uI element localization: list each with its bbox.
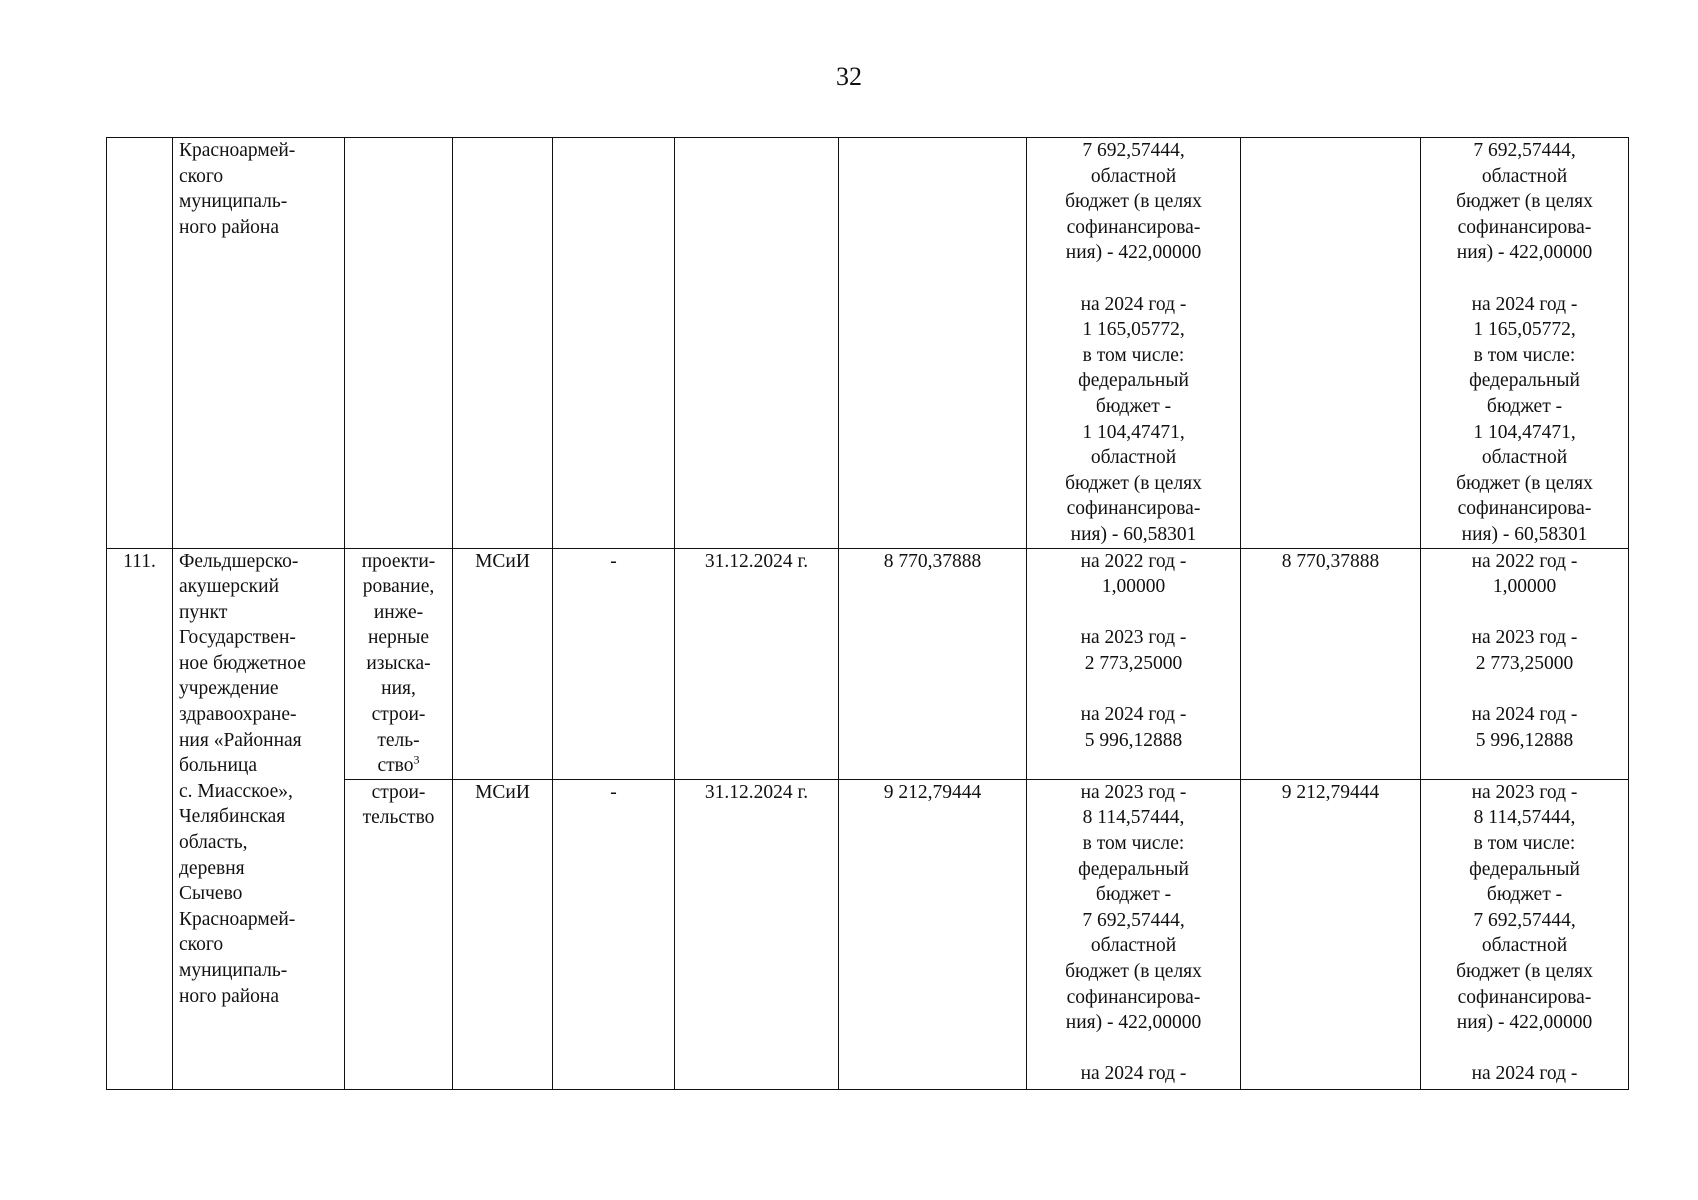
text-line: ния) - 422,00000 — [1456, 242, 1593, 264]
text-line: ния) - 422,00000 — [1456, 1012, 1593, 1034]
text-line: муниципаль- — [179, 960, 288, 981]
text-line: 5 996,12888 — [1084, 729, 1183, 751]
text-line: проекти- — [361, 550, 436, 572]
text-line: софинансирова- — [1066, 986, 1201, 1008]
text-line: федеральный — [1469, 370, 1580, 392]
text-line: 7 692,57444, — [1082, 140, 1185, 161]
text-line: софинансирова- — [1457, 498, 1592, 520]
text-line: федеральный — [1078, 370, 1189, 392]
text-line: Фельдшерско- — [179, 550, 299, 572]
text-line: бюджет (в целях — [1065, 191, 1202, 213]
start-date-cell: - — [553, 779, 675, 1089]
text-line: бюджет (в целях — [1065, 961, 1202, 982]
executor-cell: МСиИ — [453, 779, 553, 1089]
text-line: ство — [377, 755, 414, 777]
financing-cell — [1027, 548, 1241, 779]
text-line: 8 114,57444, — [1082, 807, 1185, 829]
text-line: бюджет (в целях — [1456, 472, 1593, 494]
text-line: областной — [1481, 447, 1568, 469]
text-line: 7 692,57444, — [1473, 140, 1576, 161]
text-line: 2 773,25000 — [1475, 652, 1574, 674]
text-line: областной — [1090, 165, 1177, 187]
text-line: инже- — [373, 601, 424, 623]
text-line: с. Миасское», — [179, 780, 293, 802]
text-line: софинансирова- — [1457, 216, 1592, 238]
text-line: здравоохране- — [179, 704, 297, 726]
text-line: 1 104,47471, — [1473, 421, 1576, 443]
end-date-cell — [675, 138, 839, 549]
text-line: в том числе: — [1473, 833, 1576, 855]
footnote-mark: 3 — [413, 752, 420, 767]
text-line: ского — [179, 934, 224, 956]
text-line: 2 773,25000 — [1084, 652, 1183, 674]
text-line: область, — [179, 832, 248, 854]
text-line: ного района — [179, 985, 280, 1007]
text-line: строи- — [371, 781, 426, 803]
text-line: бюджет (в целях — [1456, 961, 1593, 982]
text-line: на 2024 год - — [1471, 293, 1578, 315]
text-line: областной — [1481, 935, 1568, 957]
text-line: строи- — [371, 704, 426, 726]
text-line: изыска- — [366, 652, 431, 674]
text-line: софинансирова- — [1066, 216, 1201, 238]
row-number-cell — [107, 138, 173, 549]
text-line: Красноармей- — [179, 140, 296, 161]
table-row — [107, 548, 1629, 779]
text-line: Государствен- — [179, 627, 296, 649]
text-line: на 2024 год - — [1080, 293, 1187, 315]
limit-cell — [1241, 138, 1421, 549]
executor-cell — [453, 138, 553, 549]
cost-cell: 8 770,37888 — [839, 548, 1027, 779]
text-line: софинансирова- — [1457, 986, 1592, 1008]
limit-cell: 9 212,79444 — [1241, 779, 1421, 1089]
text-line: Красноармей- — [179, 908, 296, 930]
text-line: ния, — [381, 678, 416, 700]
text-line: ния) - 422,00000 — [1065, 1012, 1202, 1034]
limits-by-year-cell — [1421, 779, 1629, 1089]
text-line: деревня — [179, 857, 245, 879]
text-line: 7 692,57444, — [1473, 909, 1576, 931]
text-line: муниципаль- — [179, 191, 288, 213]
text-line: Сычево — [179, 883, 243, 905]
start-date-cell — [553, 138, 675, 549]
text-line: на 2024 год - — [1080, 1063, 1187, 1085]
text-line: на 2024 год - — [1471, 704, 1578, 726]
text-line — [1427, 676, 1622, 702]
text-line: на 2023 год - — [1471, 781, 1578, 803]
end-date-cell: 31.12.2024 г. — [675, 779, 839, 1089]
text-line: 7 692,57444, — [1082, 909, 1185, 931]
text-line — [1427, 266, 1622, 292]
text-line: софинансирова- — [1066, 498, 1201, 520]
text-line — [1033, 266, 1234, 292]
text-line: тельство — [362, 807, 435, 829]
text-line: на 2024 год - — [1080, 704, 1187, 726]
text-line: бюджет - — [1095, 395, 1172, 417]
text-line: федеральный — [1469, 858, 1580, 880]
text-line: на 2023 год - — [1471, 627, 1578, 649]
start-date-cell: - — [553, 548, 675, 779]
text-line: 1,00000 — [1101, 576, 1166, 598]
text-line: тель- — [377, 729, 420, 751]
text-line — [1033, 676, 1234, 702]
text-line: на 2022 год - — [1080, 550, 1187, 572]
text-line: 1 104,47471, — [1082, 421, 1185, 443]
financing-cell — [1027, 138, 1241, 549]
text-line: нерные — [367, 627, 430, 649]
text-line: бюджет - — [1486, 884, 1563, 906]
text-line: на 2024 год - — [1471, 1063, 1578, 1085]
text-line: рование, — [362, 576, 435, 598]
text-line: ное бюджетное — [179, 652, 306, 674]
text-line: учреждение — [179, 678, 279, 700]
text-line: на 2023 год - — [1080, 781, 1187, 803]
investment-objects-table — [106, 137, 1629, 1090]
cost-cell — [839, 138, 1027, 549]
text-line — [1033, 600, 1234, 626]
executor-cell: МСиИ — [453, 548, 553, 779]
text-line: Челябинская — [179, 806, 286, 828]
end-date-cell: 31.12.2024 г. — [675, 548, 839, 779]
limit-cell: 8 770,37888 — [1241, 548, 1421, 779]
text-line: бюджет (в целях — [1456, 191, 1593, 213]
table-row — [107, 138, 1629, 549]
text-line: ния) - 422,00000 — [1065, 242, 1202, 264]
object-name-cell — [173, 548, 345, 1089]
text-line — [1427, 1036, 1622, 1062]
text-line: ния) - 60,58301 — [1461, 523, 1588, 545]
financing-cell — [1027, 779, 1241, 1089]
text-line: 8 114,57444, — [1473, 807, 1576, 829]
text-line: в том числе: — [1082, 344, 1185, 366]
text-line: бюджет - — [1095, 884, 1172, 906]
work-type-cell — [345, 548, 453, 779]
text-line: в том числе: — [1473, 344, 1576, 366]
text-line: областной — [1090, 447, 1177, 469]
limits-by-year-cell — [1421, 138, 1629, 549]
text-line: бюджет (в целях — [1065, 472, 1202, 494]
text-line: бюджет - — [1486, 395, 1563, 417]
text-line: областной — [1481, 165, 1568, 187]
text-line: ного района — [179, 216, 280, 238]
text-line: ского — [179, 165, 224, 187]
object-name-cell — [173, 138, 345, 549]
text-line: на 2022 год - — [1471, 550, 1578, 572]
row-number-cell: 111. — [107, 548, 173, 1089]
text-line — [1427, 600, 1622, 626]
text-line: федеральный — [1078, 858, 1189, 880]
cost-cell: 9 212,79444 — [839, 779, 1027, 1089]
text-line: ния) - 60,58301 — [1070, 523, 1197, 545]
text-line: пункт — [179, 601, 228, 623]
limits-by-year-cell — [1421, 548, 1629, 779]
text-line — [1033, 1036, 1234, 1062]
work-type-cell — [345, 138, 453, 549]
work-type-cell — [345, 779, 453, 1089]
text-line: акушерский — [179, 576, 280, 598]
text-line: больница — [179, 755, 257, 777]
text-line: на 2023 год - — [1080, 627, 1187, 649]
text-line: 1 165,05772, — [1082, 319, 1185, 341]
text-line: в том числе: — [1082, 833, 1185, 855]
text-line: 1,00000 — [1492, 576, 1557, 598]
text-line: областной — [1090, 935, 1177, 957]
text-line: ния «Районная — [179, 729, 302, 751]
text-line: 5 996,12888 — [1475, 729, 1574, 751]
page-number: 32 — [836, 62, 862, 91]
text-line: 1 165,05772, — [1473, 319, 1576, 341]
